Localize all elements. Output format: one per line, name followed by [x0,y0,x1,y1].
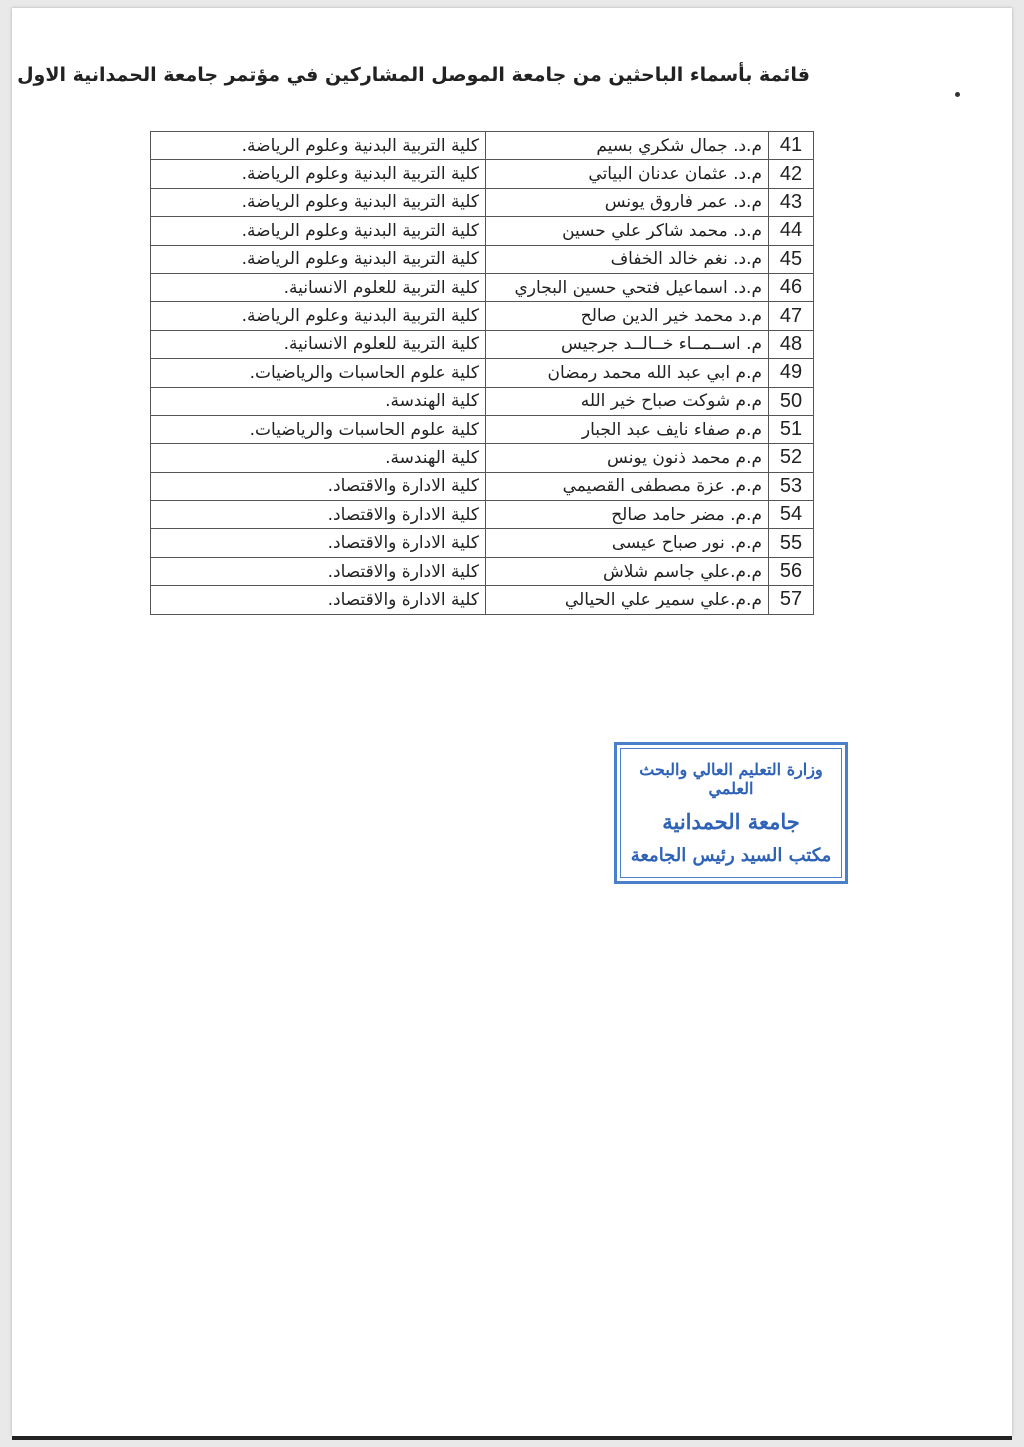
table-row [151,501,814,529]
college-cell: كلية الادارة والاقتصاد. [151,557,486,585]
researcher-name-cell: م.م شوكت صباح خير الله [486,387,769,415]
researcher-name-cell: م.م ابي عبد الله محمد رمضان [486,359,769,387]
row-number-cell: 51 [769,415,814,443]
row-number-cell: 53 [769,472,814,500]
row-number-cell: 52 [769,444,814,472]
researcher-name-cell: م.د. محمد شاكر علي حسين [486,217,769,245]
college-cell: كلية الادارة والاقتصاد. [151,586,486,614]
table-row [151,557,814,585]
table-row [151,330,814,358]
table-row [151,586,814,614]
stamp-inner-frame [620,748,842,878]
college-cell: كلية التربية البدنية وعلوم الرياضة. [151,302,486,330]
researcher-name-cell: م.د. عثمان عدنان البياتي [486,160,769,188]
document-title: قائمة بأسماء الباحثين من جامعة الموصل المشاركين في مؤتمر جامعة الحمدانية الاول [17,64,810,86]
row-number-cell: 50 [769,387,814,415]
table-row [151,302,814,330]
row-number-cell: 43 [769,188,814,216]
row-number-cell: 41 [769,132,814,160]
table-row [151,387,814,415]
researcher-name-cell: م.د. نغم خالد الخفاف [486,245,769,273]
table-row [151,529,814,557]
researcher-name-cell: م.م صفاء نايف عبد الجبار [486,415,769,443]
researchers-table [150,131,814,615]
page-bottom-edge [12,1436,1012,1440]
table-row [151,472,814,500]
researcher-name-cell: م.م. عزة مصطفى القصيمي [486,472,769,500]
college-cell: كلية الادارة والاقتصاد. [151,501,486,529]
researcher-name-cell: م.م. نور صباح عيسى [486,529,769,557]
researcher-name-cell: م.م. مضر حامد صالح [486,501,769,529]
row-number-cell: 49 [769,359,814,387]
table-row [151,444,814,472]
researcher-name-cell: م.م.علي جاسم شلاش [486,557,769,585]
table-row [151,273,814,301]
college-cell: كلية التربية البدنية وعلوم الرياضة. [151,160,486,188]
row-number-cell: 48 [769,330,814,358]
official-stamp [614,742,848,884]
college-cell: كلية التربية البدنية وعلوم الرياضة. [151,188,486,216]
college-cell: كلية الادارة والاقتصاد. [151,472,486,500]
row-number-cell: 56 [769,557,814,585]
college-cell: كلية التربية للعلوم الانسانية. [151,330,486,358]
row-number-cell: 46 [769,273,814,301]
researcher-name-cell: م. اســمــاء خــالــد جرجيس [486,330,769,358]
stamp-university-line: جامعة الحمدانية [662,808,800,834]
row-number-cell: 45 [769,245,814,273]
college-cell: كلية الهندسة. [151,387,486,415]
row-number-cell: 54 [769,501,814,529]
table-row [151,217,814,245]
college-cell: كلية التربية البدنية وعلوم الرياضة. [151,217,486,245]
table-row [151,245,814,273]
college-cell: كلية التربية للعلوم الانسانية. [151,273,486,301]
researcher-name-cell: م.م محمد ذنون يونس [486,444,769,472]
college-cell: كلية التربية البدنية وعلوم الرياضة. [151,245,486,273]
researcher-name-cell: م.د. عمر فاروق يونس [486,188,769,216]
researcher-name-cell: م.د. اسماعيل فتحي حسين البجاري [486,273,769,301]
college-cell: كلية علوم الحاسبات والرياضيات. [151,359,486,387]
researcher-name-cell: م.د محمد خير الدين صالح [486,302,769,330]
row-number-cell: 55 [769,529,814,557]
table-row [151,160,814,188]
table-row [151,415,814,443]
college-cell: كلية الادارة والاقتصاد. [151,529,486,557]
stamp-ministry-line: وزارة التعليم العالي والبحث العلمي [639,760,823,799]
table-row [151,132,814,160]
row-number-cell: 42 [769,160,814,188]
ink-dot [955,92,960,97]
college-cell: كلية علوم الحاسبات والرياضيات. [151,415,486,443]
row-number-cell: 47 [769,302,814,330]
college-cell: كلية الهندسة. [151,444,486,472]
table-row [151,188,814,216]
researcher-name-cell: م.د. جمال شكري بسيم [486,132,769,160]
table-row [151,359,814,387]
college-cell: كلية التربية البدنية وعلوم الرياضة. [151,132,486,160]
researcher-name-cell: م.م.علي سمير علي الحيالي [486,586,769,614]
stamp-office-line: مكتب السيد رئيس الجامعة [630,844,832,866]
row-number-cell: 57 [769,586,814,614]
row-number-cell: 44 [769,217,814,245]
